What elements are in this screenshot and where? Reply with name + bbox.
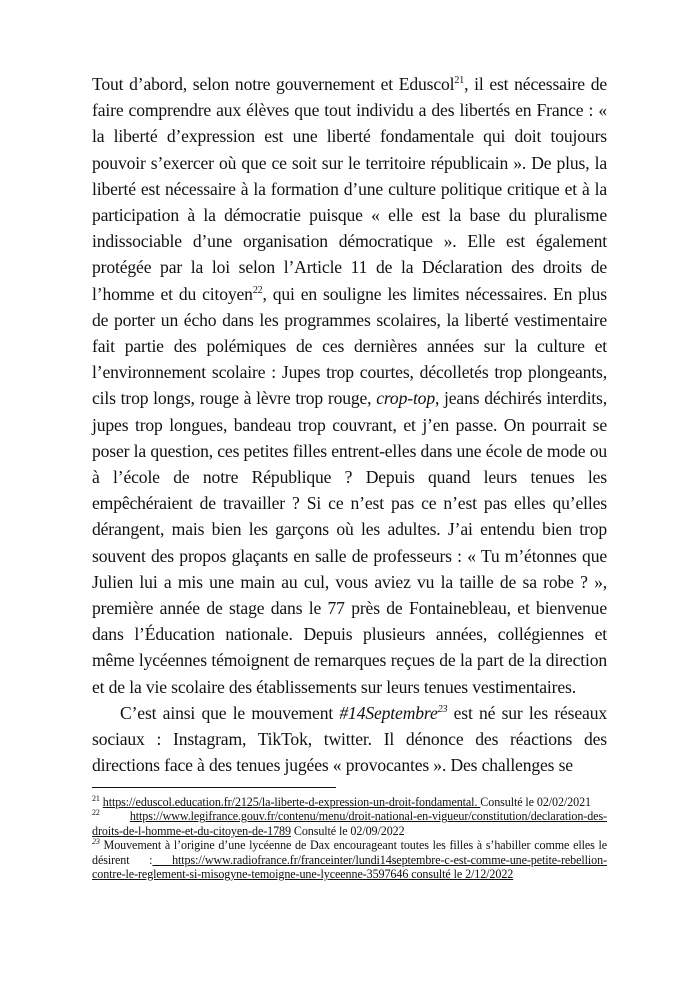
text-run: , jeans déchirés interdits, jupes trop longues, bandeau trop couvrant, et j’en passe. On pourrait se poser la question, ces petites filles entrent-elles dans une école de mode ou à l’école de notre République ? Depuis quand leurs tenues les empêchéraient de travailler ? Si ce n’est pas ce n’est pas elles qu’elles dérangent, mais bien les garçons où les adultes. J’ai entendu bien trop souvent des propos glaçants en salle de professeurs : « Tu m’étonnes que Julien lui a mis une main au cul, vous aviez vu la taille de sa robe ? », première année de stage dans le 77 près de Fontainebleau, et bienvenue dans l’Éducation nationale. Depuis plusieurs années, collégiennes et même lycéennes témoignent de remarques reçues de la part de la direction et de la vie scolaire des établissements sur leurs tenues vestimentaires. <box>92 388 607 697</box>
footnote-text: Consulté le 02/02/2021 <box>480 795 591 809</box>
footnotes <box>92 795 607 881</box>
body-text <box>92 71 607 778</box>
footnote-number-text: 23 <box>92 837 100 847</box>
text-run: C’est ainsi que le mouvement <box>120 702 340 723</box>
italic-term: crop-top <box>376 388 435 409</box>
footnote-link[interactable]: https://www.radiofrance.fr/franceinter/lundi14septembre-c-est-comme-une-petite-rebellion-contre-le-reglement-si-misogyne-temoigne-une-lyceenne-3597646 consulté le 2/12/2022 <box>92 852 607 882</box>
text-run: est né sur les réseaux sociaux : Instagram, TikTok, twitter. Il dénonce des réactions des directions face à des tenues jugées « provocantes ». Des challenges se <box>92 702 607 776</box>
hashtag: #14Septembre <box>339 702 438 723</box>
footnote-23 <box>92 838 607 881</box>
footnote-21 <box>92 795 607 809</box>
text-run: , il est nécessaire de faire comprendre aux élèves que tout individu a des libertés en France : « la liberté d’expression est une liberté fondamentale qui doit toujours pouvoir s’exercer où que ce soit sur le territoire républicain ». De plus, la liberté est nécessaire à la formation d’une culture politique critique et à la participation à la démocratie puisque « elle est la base du pluralisme indissociable d’une organisation démocratique ». Elle est également protégée par la loi selon l’Article 11 de la Déclaration des droits de l’homme et du citoyen <box>92 74 607 304</box>
footnote-link[interactable]: https://www.legifrance.gouv.fr/contenu/menu/droit-national-en-vigueur/constitution/declaration-des-droits-de-l-homme-et-du-citoyen-de-1789 <box>92 809 607 838</box>
footnote-ref-23-number: 23 <box>437 704 448 716</box>
footnote-22 <box>92 809 607 838</box>
footnote-number: 22 <box>92 808 100 818</box>
text-run: , qui en souligne les limites nécessaires. En plus de porter un écho dans les programmes scolaires, la liberté vestimentaire fait partie des polémiques de ces dernières années sur la culture et l’environnement scolaire : Jupes trop courtes, décolletés trop plongeants, cils trop longs, rouge à lèvre trop rouge, <box>92 283 607 409</box>
text-run: Tout d’abord, selon notre gouvernement et Eduscol <box>92 74 455 94</box>
paragraph-2 <box>92 700 607 779</box>
footnote-separator <box>92 787 336 788</box>
footnote-link[interactable]: https://eduscol.education.fr/2125/la-liberte-d-expression-un-droit-fondamental. <box>102 795 481 809</box>
footnote-ref-22[interactable]: 22 <box>252 284 263 296</box>
footnote-number: 21 <box>92 793 100 803</box>
footnote-number <box>92 837 100 846</box>
footnote-ref-23[interactable] <box>438 704 448 715</box>
footnote-text: Mouvement à l’origine d’une lycéenne de Dax encourageant toutes les filles à s’habiller comme elles le désirent : <box>92 838 607 867</box>
footnote-text: Consulté le 02/09/2022 <box>290 823 405 838</box>
paragraph-1 <box>92 71 607 700</box>
footnote-ref-21[interactable]: 21 <box>454 75 465 87</box>
